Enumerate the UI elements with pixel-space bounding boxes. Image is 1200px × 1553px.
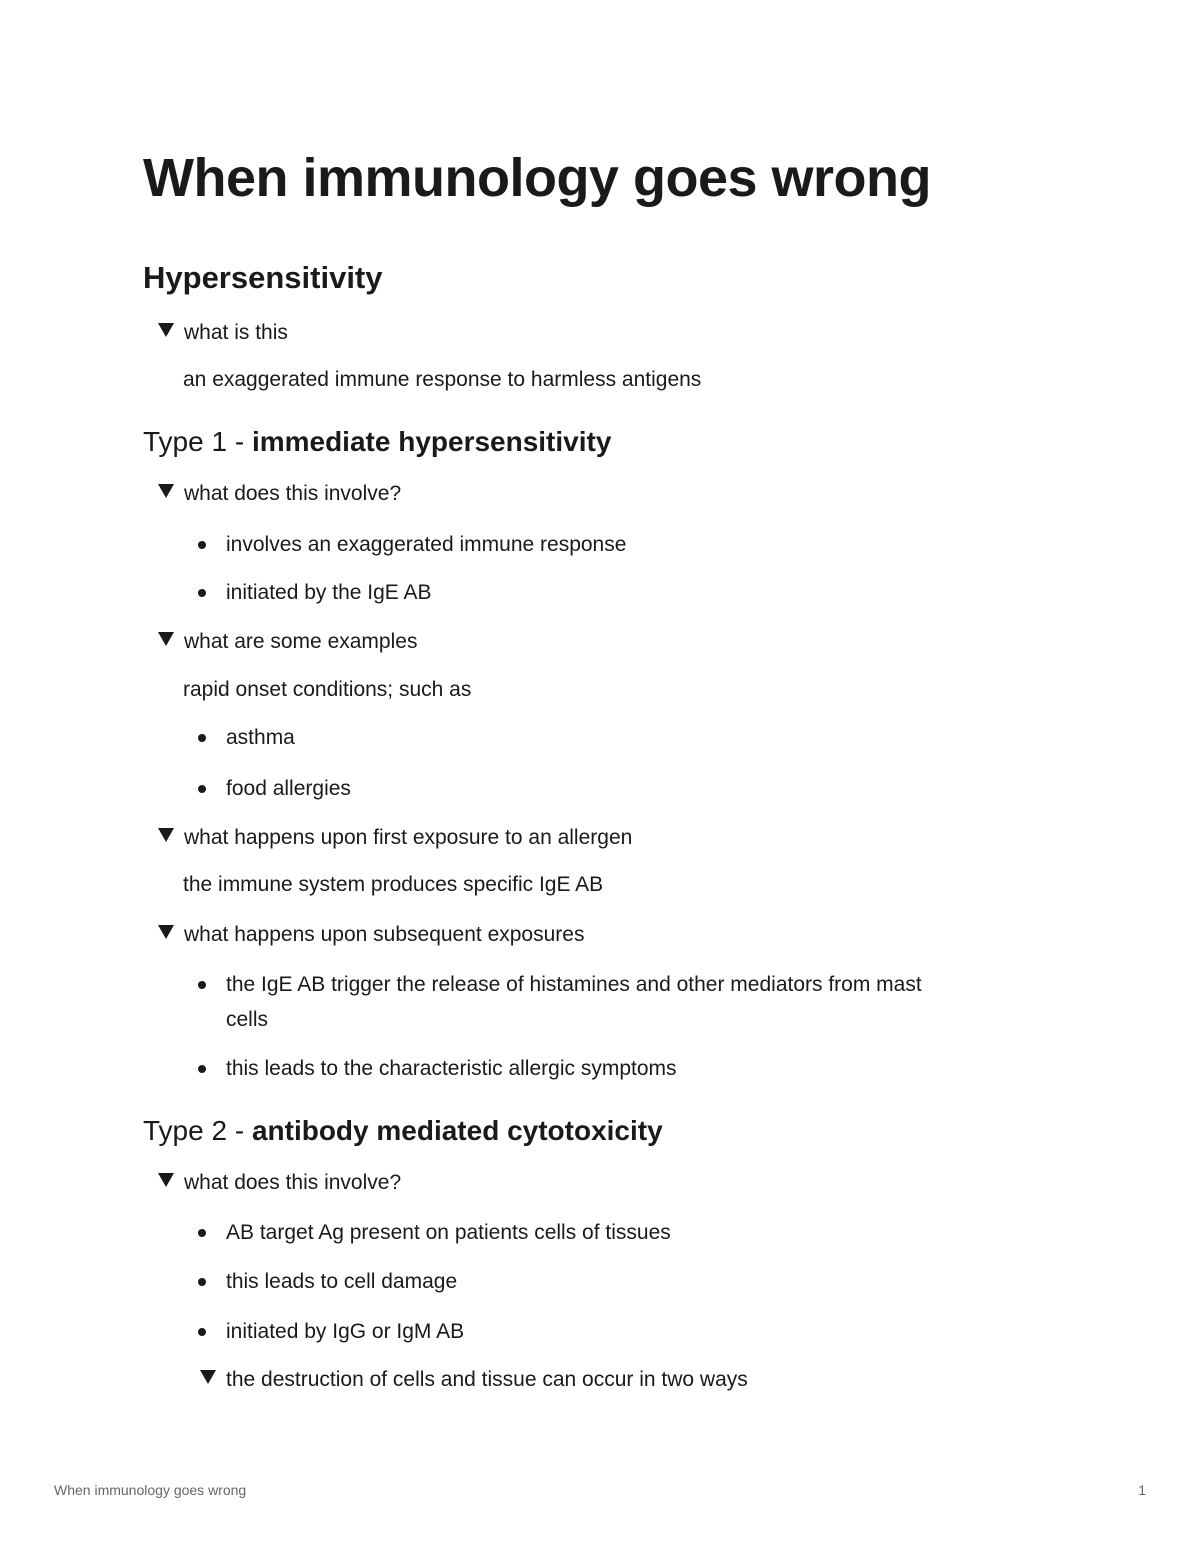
toggle-label: what are some examples — [184, 630, 418, 653]
toggle-type2-what-does-this-involve[interactable] — [158, 1166, 401, 1200]
toggle-label: the destruction of cells and tissue can occur in two ways — [226, 1368, 748, 1391]
section-heading-type1 — [143, 424, 611, 460]
heading-bold: antibody mediated cytotoxicity — [251, 1115, 663, 1146]
toggle-what-does-this-involve[interactable] — [158, 477, 401, 511]
bullet-item: this leads to cell damage — [226, 1265, 457, 1299]
toggle-content-text: rapid onset conditions; such as — [183, 678, 472, 701]
section-heading-type2 — [143, 1113, 663, 1149]
section-heading-hypersensitivity: Hypersensitivity — [143, 260, 383, 295]
bullet-item: initiated by the IgE AB — [226, 576, 431, 610]
bullet-dot-icon — [198, 734, 206, 742]
bullet-item-continuation: cells — [226, 1008, 269, 1031]
toggle-destruction-two-ways[interactable] — [200, 1363, 748, 1397]
toggle-triangle-icon — [158, 632, 174, 646]
toggle-triangle-icon — [158, 1173, 174, 1187]
toggle-triangle-icon — [158, 323, 174, 337]
bullet-dot-icon — [198, 1065, 206, 1073]
toggle-content-text: an exaggerated immune response to harmless antigens — [183, 368, 702, 391]
toggle-subsequent-exposures[interactable] — [158, 918, 584, 952]
footer-title: When immunology goes wrong — [54, 1482, 247, 1498]
toggle-triangle-icon — [158, 484, 174, 498]
bullet-dot-icon — [198, 981, 206, 989]
bullet-dot-icon — [198, 1229, 206, 1237]
toggle-content-text: the immune system produces specific IgE AB — [183, 873, 604, 896]
bullet-dot-icon — [198, 541, 206, 549]
bullet-item: this leads to the characteristic allergic symptoms — [226, 1052, 677, 1086]
heading-prefix: Type 2 - — [143, 1115, 252, 1146]
toggle-label: what happens upon first exposure to an allergen — [184, 826, 633, 849]
heading-bold: immediate hypersensitivity — [251, 426, 612, 457]
toggle-what-is-this[interactable] — [158, 316, 288, 350]
footer-page-number: 1 — [1138, 1482, 1146, 1498]
bullet-item: involves an exaggerated immune response — [226, 528, 626, 562]
bullet-item: AB target Ag present on patients cells of tissues — [226, 1216, 671, 1250]
bullet-item: the IgE AB trigger the release of histamines and other mediators from mast — [226, 968, 922, 1002]
heading-prefix: Type 1 - — [143, 426, 252, 457]
toggle-label: what happens upon subsequent exposures — [184, 923, 585, 946]
toggle-triangle-icon — [200, 1370, 216, 1384]
toggle-what-are-some-examples[interactable] — [158, 625, 417, 659]
bullet-item: initiated by IgG or IgM AB — [226, 1315, 464, 1349]
bullet-dot-icon — [198, 785, 206, 793]
toggle-first-exposure[interactable] — [158, 821, 632, 855]
toggle-label: what is this — [184, 321, 288, 344]
toggle-triangle-icon — [158, 828, 174, 842]
toggle-label: what does this involve? — [184, 482, 402, 505]
bullet-item: food allergies — [226, 772, 351, 806]
toggle-triangle-icon — [158, 925, 174, 939]
bullet-dot-icon — [198, 1278, 206, 1286]
toggle-label: what does this involve? — [184, 1171, 402, 1194]
bullet-dot-icon — [198, 589, 206, 597]
bullet-item: asthma — [226, 721, 295, 755]
bullet-dot-icon — [198, 1328, 206, 1336]
page-title: When immunology goes wrong — [143, 148, 931, 208]
